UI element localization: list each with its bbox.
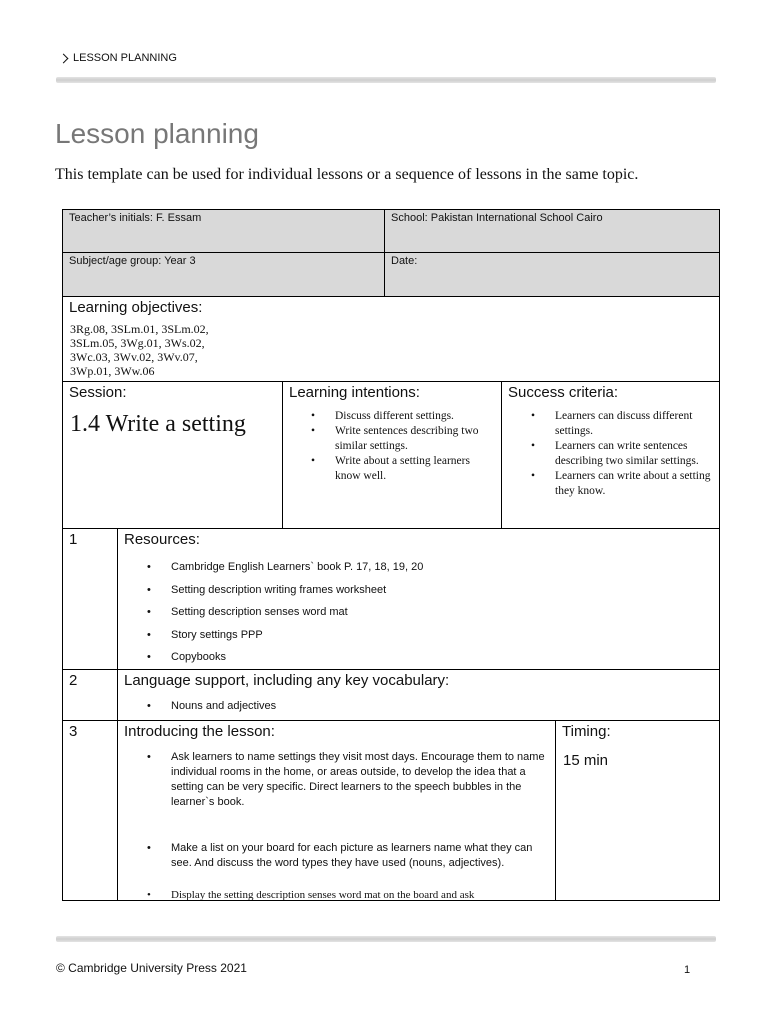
copyright-text: © Cambridge University Press 2021 bbox=[56, 961, 247, 975]
school-cell bbox=[384, 209, 720, 253]
timing-heading: Timing: bbox=[562, 723, 611, 740]
session-cell bbox=[62, 381, 283, 529]
row-number: 2 bbox=[69, 672, 78, 689]
row-3-number-cell bbox=[62, 720, 118, 901]
row-number: 1 bbox=[69, 531, 78, 548]
intention-item: • Write about a setting learners know well. bbox=[335, 454, 493, 484]
resources-heading: Resources: bbox=[124, 531, 200, 548]
timing-cell bbox=[555, 720, 720, 901]
resource-item: • Setting description senses word mat bbox=[171, 605, 711, 619]
objectives-heading: Learning objectives: bbox=[69, 299, 203, 316]
header-label: LESSON PLANNING bbox=[73, 52, 177, 64]
objective-line: 3Wp.01, 3Ww.06 bbox=[70, 364, 155, 378]
footer-divider bbox=[56, 936, 716, 942]
language-support-heading: Language support, including any key vocabulary: bbox=[124, 672, 450, 689]
page-number: 1 bbox=[684, 964, 691, 976]
introducing-cell bbox=[117, 720, 556, 901]
subject-cell bbox=[62, 252, 385, 297]
resource-item: • Cambridge English Learners` book P. 17, 18, 19, 20 bbox=[171, 560, 711, 574]
objectives-list bbox=[63, 318, 719, 378]
introducing-item: • Display the setting description senses word mat on the board and ask bbox=[171, 888, 547, 901]
introducing-heading: Introducing the lesson: bbox=[124, 723, 275, 740]
date-cell bbox=[384, 252, 720, 297]
school-name: School: Pakistan International School Cairo bbox=[391, 212, 603, 224]
header-divider bbox=[56, 77, 716, 83]
resources-cell bbox=[117, 528, 720, 670]
success-cell bbox=[501, 381, 720, 529]
teacher-initials: Teacher’s initials: F. Essam bbox=[69, 212, 202, 224]
chevron-right-icon bbox=[59, 53, 69, 63]
session-heading: Session: bbox=[69, 384, 127, 401]
intention-item: • Discuss different settings. bbox=[335, 409, 493, 424]
page-title: Lesson planning bbox=[55, 118, 259, 149]
language-support-list bbox=[118, 691, 719, 713]
resource-item: • Setting description writing frames worksheet bbox=[171, 583, 711, 597]
row-2-number-cell bbox=[62, 669, 118, 721]
language-support-cell bbox=[117, 669, 720, 721]
intentions-heading: Learning intentions: bbox=[289, 384, 420, 401]
success-item: • Learners can write sentences describing two similar settings. bbox=[555, 439, 711, 469]
timing-value: 15 min bbox=[563, 752, 609, 769]
intention-item: • Write sentences describing two similar settings. bbox=[335, 424, 493, 454]
teacher-cell bbox=[62, 209, 385, 253]
resources-list bbox=[118, 550, 719, 664]
intro-text: This template can be used for individual lessons or a sequence of lessons in the same topic. bbox=[55, 166, 639, 183]
objective-line: 3Wc.03, 3Wv.02, 3Wv.07, bbox=[70, 350, 198, 364]
intentions-list bbox=[283, 403, 501, 484]
row-number: 3 bbox=[69, 723, 78, 740]
introducing-list bbox=[118, 742, 555, 901]
success-item: • Learners can write about a setting they know. bbox=[555, 469, 711, 499]
session-title: 1.4 Write a setting bbox=[70, 411, 246, 437]
objective-line: 3SLm.05, 3Wg.01, 3Ws.02, bbox=[70, 336, 205, 350]
intentions-cell bbox=[282, 381, 502, 529]
objectives-cell bbox=[62, 296, 720, 382]
resource-item: • Story settings PPP bbox=[171, 628, 711, 642]
objective-line: 3Rg.08, 3SLm.01, 3SLm.02, bbox=[70, 322, 209, 336]
success-heading: Success criteria: bbox=[508, 384, 619, 401]
success-item: • Learners can discuss different settings. bbox=[555, 409, 711, 439]
introducing-item: • Ask learners to name settings they visit most days. Encourage them to name individual rooms in the home, or areas outside, to develop the idea that a setting can be very specific. Direct learners to the speech bubbles in the learner`s book. bbox=[171, 750, 547, 810]
running-header bbox=[60, 52, 177, 64]
introducing-item: • Make a list on your board for each picture as learners name what they can see. And discuss the word types they have used (nouns, adjectives). bbox=[171, 841, 547, 871]
subject-age-group: Subject/age group: Year 3 bbox=[69, 255, 196, 267]
success-list bbox=[502, 403, 719, 499]
date-label: Date: bbox=[391, 255, 418, 267]
resource-item: • Copybooks bbox=[171, 650, 711, 664]
vocabulary-item: • Nouns and adjectives bbox=[171, 699, 711, 713]
row-1-number-cell bbox=[62, 528, 118, 670]
